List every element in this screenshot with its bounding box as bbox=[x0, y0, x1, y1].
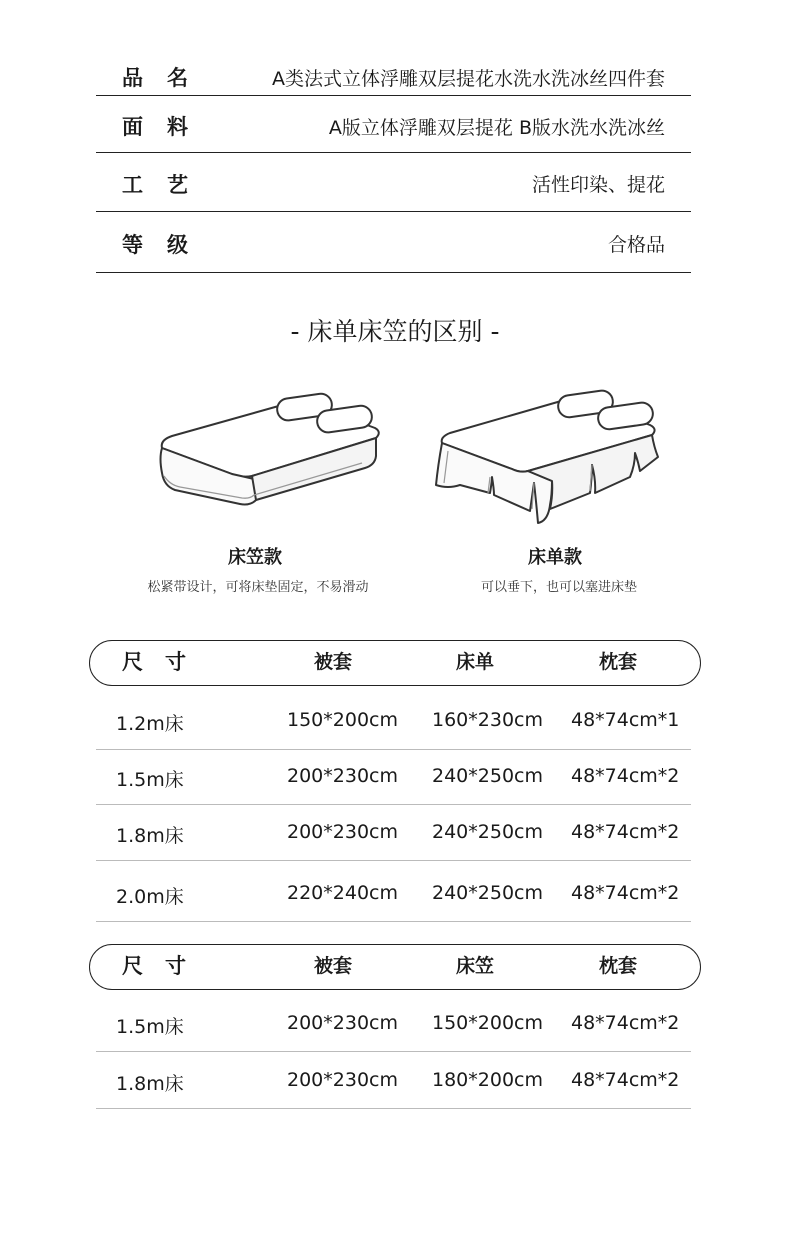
spec-value: A类法式立体浮雕双层提花水洗水洗冰丝四件套 bbox=[272, 68, 665, 90]
cell-size: 1.8m床 bbox=[116, 1073, 184, 1095]
spec-row-name bbox=[96, 48, 691, 96]
cell-size: 1.2m床 bbox=[116, 713, 184, 735]
cell-pillowcase: 48*74cm*1 bbox=[571, 709, 680, 731]
spec-table bbox=[96, 48, 691, 273]
spec-label: 品名 bbox=[122, 66, 212, 90]
cell-fitted-sheet: 150*200cm bbox=[432, 1012, 543, 1034]
cell-duvet: 200*230cm bbox=[287, 1012, 398, 1034]
flat-sheet-name: 床单款 bbox=[528, 547, 582, 568]
cell-duvet: 200*230cm bbox=[287, 821, 398, 843]
cell-pillowcase: 48*74cm*2 bbox=[571, 765, 680, 787]
cell-pillowcase: 48*74cm*2 bbox=[571, 1012, 680, 1034]
header-size: 尺寸 bbox=[122, 954, 208, 978]
cell-duvet: 200*230cm bbox=[287, 1069, 398, 1091]
header-pillowcase: 枕套 bbox=[599, 651, 638, 673]
size-table-1-header bbox=[89, 640, 701, 686]
size-table-2-header bbox=[89, 944, 701, 990]
spec-value: 合格品 bbox=[607, 234, 665, 256]
header-sheet: 床单 bbox=[456, 651, 495, 673]
cell-pillowcase: 48*74cm*2 bbox=[571, 1069, 680, 1091]
cell-sheet: 240*250cm bbox=[432, 821, 543, 843]
spec-row-fabric bbox=[96, 96, 691, 153]
header-pillowcase: 枕套 bbox=[599, 955, 638, 977]
cell-duvet: 220*240cm bbox=[287, 882, 398, 904]
header-duvet: 被套 bbox=[314, 651, 353, 673]
cell-size: 1.5m床 bbox=[116, 769, 184, 791]
table-row bbox=[96, 861, 691, 922]
cell-pillowcase: 48*74cm*2 bbox=[571, 882, 680, 904]
spec-label: 工艺 bbox=[122, 173, 212, 197]
cell-size: 2.0m床 bbox=[116, 886, 184, 908]
spec-label: 面料 bbox=[122, 115, 212, 139]
header-duvet: 被套 bbox=[314, 955, 353, 977]
table-row bbox=[96, 1052, 691, 1109]
spec-value: 活性印染、提花 bbox=[531, 174, 665, 196]
cell-pillowcase: 48*74cm*2 bbox=[571, 821, 680, 843]
spec-label: 等级 bbox=[122, 233, 212, 257]
fitted-sheet-bed-icon bbox=[150, 388, 390, 518]
cell-size: 1.5m床 bbox=[116, 1016, 184, 1038]
header-size: 尺寸 bbox=[122, 650, 208, 674]
header-fitted-sheet: 床笠 bbox=[456, 955, 495, 977]
section-title: - 床单床笠的区别 - bbox=[290, 317, 500, 346]
spec-value: A版立体浮雕双层提花 B版水洗水洗冰丝 bbox=[328, 117, 665, 139]
cell-sheet: 240*250cm bbox=[432, 765, 543, 787]
spec-row-craft bbox=[96, 153, 691, 212]
cell-duvet: 150*200cm bbox=[287, 709, 398, 731]
flat-sheet-desc: 可以垂下，也可以塞进床垫 bbox=[480, 580, 637, 595]
table-row bbox=[96, 750, 691, 805]
cell-size: 1.8m床 bbox=[116, 825, 184, 847]
table-row bbox=[96, 805, 691, 861]
cell-sheet: 160*230cm bbox=[432, 709, 543, 731]
fitted-sheet-name: 床笠款 bbox=[228, 547, 282, 568]
cell-sheet: 240*250cm bbox=[432, 882, 543, 904]
spec-row-grade bbox=[96, 212, 691, 273]
flat-sheet-bed-icon bbox=[430, 385, 670, 525]
cell-fitted-sheet: 180*200cm bbox=[432, 1069, 543, 1091]
cell-duvet: 200*230cm bbox=[287, 765, 398, 787]
table-row bbox=[96, 995, 691, 1052]
table-row bbox=[96, 694, 691, 750]
fitted-sheet-desc: 松紧带设计，可将床垫固定，不易滑动 bbox=[147, 580, 369, 595]
